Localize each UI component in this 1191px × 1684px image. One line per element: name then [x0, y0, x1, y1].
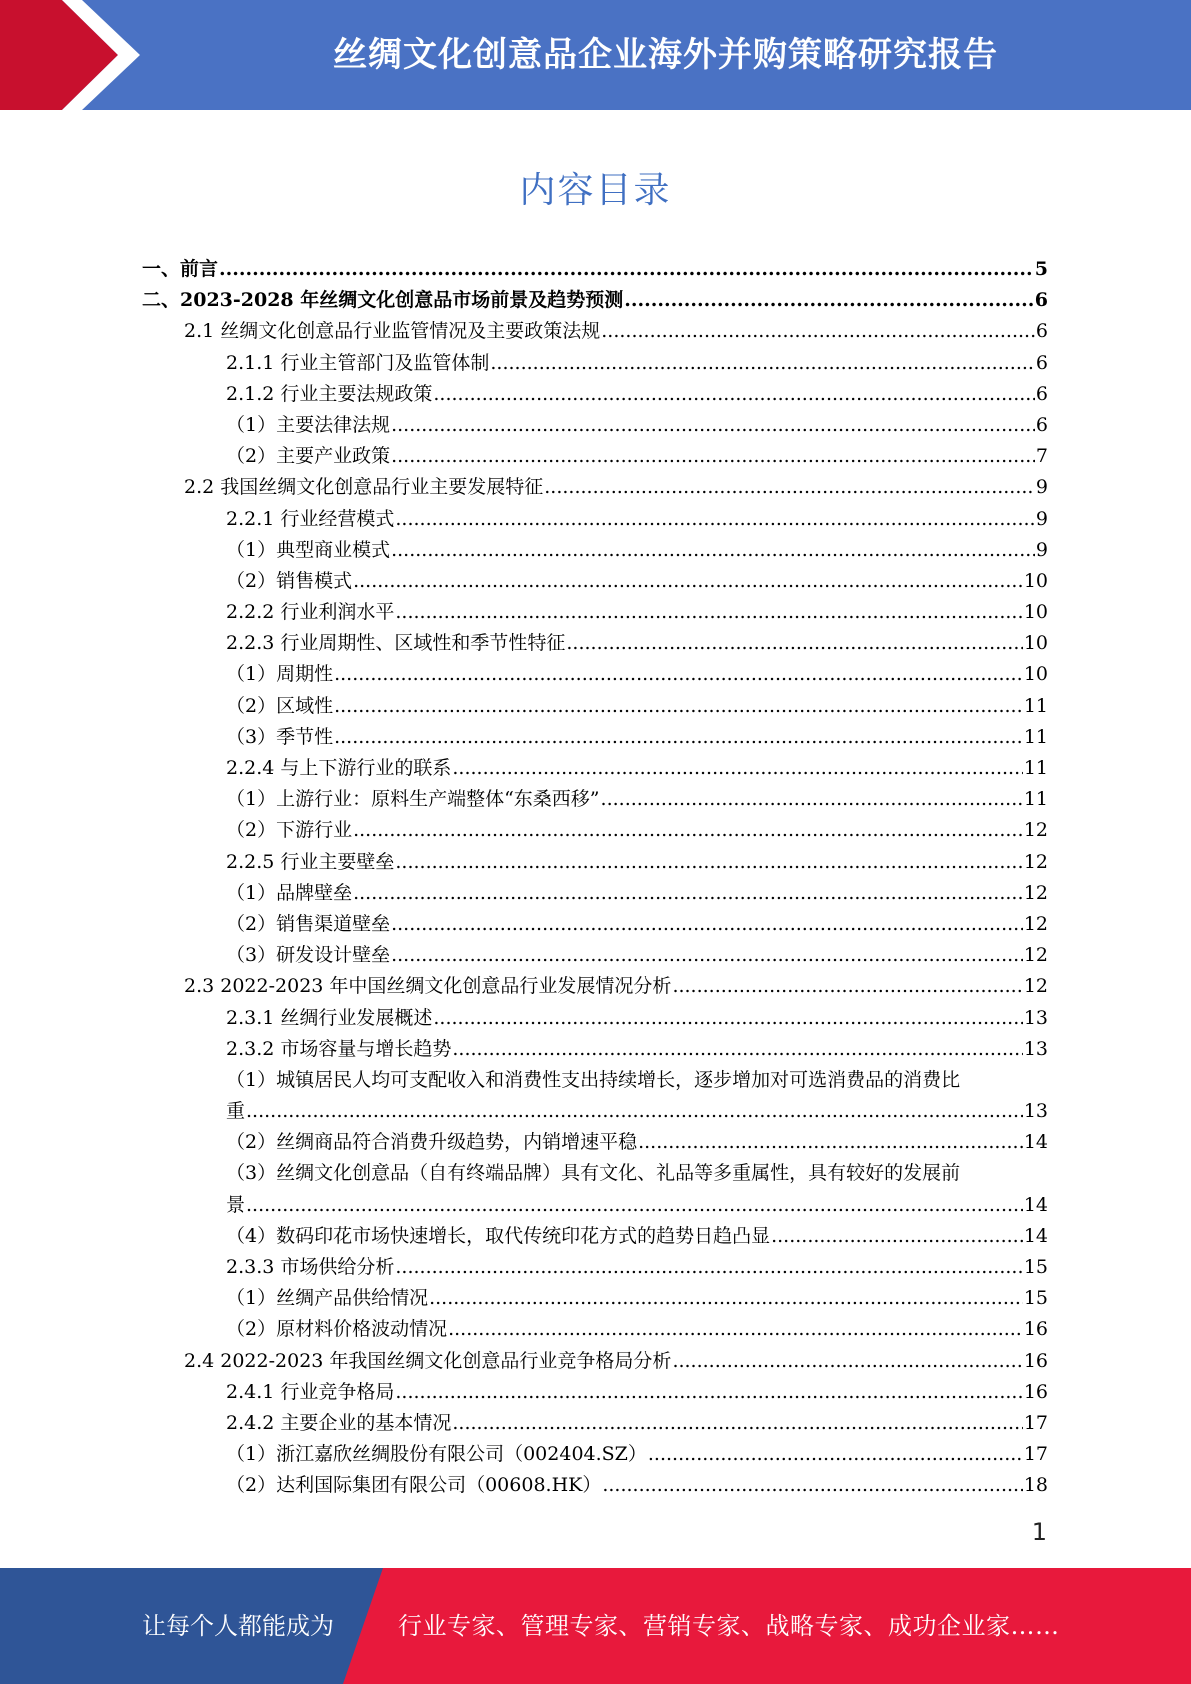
toc-page-number: 16 — [1023, 1380, 1048, 1403]
toc-entry-title: 2.3.2 市场容量与增长趋势 — [226, 1037, 452, 1060]
toc-dot-leader — [433, 379, 1035, 410]
toc-entry[interactable] — [142, 1439, 1048, 1470]
toc-heading: 内容目录 — [519, 170, 672, 211]
toc-page-number: 6 — [1035, 382, 1048, 405]
toc-page-number: 11 — [1023, 757, 1048, 779]
toc-page-number: 5 — [1034, 258, 1048, 280]
toc-page-number: 16 — [1023, 1318, 1048, 1341]
toc-page-number: 10 — [1023, 569, 1048, 592]
toc-dot-leader — [246, 1190, 1023, 1221]
toc-entry-title: （1）丝绸产品供给情况 — [226, 1287, 429, 1310]
toc-entry-title: （1）主要法律法规 — [226, 413, 391, 436]
report-header-banner — [0, 0, 1191, 110]
toc-dot-leader — [353, 566, 1023, 597]
toc-entry-title: 2.1.1 行业主管部门及监管体制 — [226, 351, 490, 374]
toc-dot-leader — [395, 597, 1022, 628]
toc-entry[interactable] — [142, 1221, 1048, 1252]
toc-entry[interactable] — [142, 784, 1048, 815]
toc-entry-title-continuation: 重 — [226, 1100, 246, 1123]
toc-dot-leader — [452, 1408, 1022, 1439]
toc-entry-title: 2.2.3 行业周期性、区域性和季节性特征 — [226, 632, 566, 655]
toc-dot-leader — [448, 1314, 1023, 1345]
toc-dot-leader — [246, 1096, 1023, 1127]
toc-page-number: 14 — [1023, 1193, 1048, 1216]
toc-dot-leader — [566, 628, 1022, 659]
toc-page-number: 14 — [1023, 1131, 1048, 1154]
toc-dot-leader — [544, 472, 1035, 503]
toc-entry-title: （1）城镇居民人均可支配收入和消费性支出持续增长，逐步增加对可选消费品的消费比 — [226, 1068, 961, 1091]
toc-entry-title: 2.1 丝绸文化创意品行业监管情况及主要政策法规 — [184, 320, 601, 343]
toc-entry[interactable] — [142, 1408, 1048, 1439]
toc-page-number: 12 — [1023, 975, 1048, 998]
toc-dot-leader — [429, 1283, 1023, 1314]
toc-entry[interactable] — [142, 753, 1048, 784]
toc-page-number: 17 — [1023, 1443, 1048, 1466]
toc-entry[interactable] — [142, 1252, 1048, 1283]
toc-dot-leader — [395, 1252, 1022, 1283]
toc-dot-leader — [219, 254, 1034, 285]
footer-slogan-right: 行业专家、管理专家、营销专家、战略专家、成功企业家…… — [398, 1612, 1060, 1640]
toc-dot-leader — [391, 410, 1035, 441]
toc-page-number: 13 — [1023, 1100, 1048, 1123]
toc-page-number: 12 — [1023, 944, 1048, 967]
toc-entry[interactable] — [142, 940, 1048, 971]
toc-dot-leader — [602, 1470, 1022, 1501]
toc-dot-leader — [353, 878, 1023, 909]
toc-entry[interactable] — [142, 316, 1048, 347]
red-chevron-icon — [0, 0, 160, 110]
toc-dot-leader — [490, 348, 1035, 379]
toc-entry-title: 2.4.2 主要企业的基本情况 — [226, 1411, 452, 1434]
report-title: 丝绸文化创意品企业海外并购策略研究报告 — [333, 35, 998, 75]
toc-entry-continuation[interactable] — [142, 1190, 1048, 1221]
toc-dot-leader — [672, 1346, 1022, 1377]
toc-dot-leader — [433, 1003, 1022, 1034]
toc-page-number: 10 — [1023, 601, 1048, 624]
toc-dot-leader — [353, 815, 1023, 846]
toc-entry-title: 2.4 2022-2023 年我国丝绸文化创意品行业竞争格局分析 — [184, 1349, 672, 1372]
toc-entry-title: （3）季节性 — [226, 725, 334, 748]
toc-entry-title: （3）研发设计壁垒 — [226, 944, 391, 967]
toc-page-number: 18 — [1023, 1474, 1048, 1497]
report-footer-banner — [0, 1568, 1191, 1684]
toc-entry-title: 2.1.2 行业主要法规政策 — [226, 382, 433, 405]
toc-entry[interactable] — [142, 1003, 1048, 1034]
toc-entry-title: （1）典型商业模式 — [226, 538, 391, 561]
toc-entry-title: （2）销售渠道壁垒 — [226, 912, 391, 935]
toc-entry[interactable] — [142, 1346, 1048, 1377]
toc-entry-title: （2）丝绸商品符合消费升级趋势，内销增速平稳 — [226, 1131, 638, 1154]
toc-dot-leader — [334, 691, 1023, 722]
toc-entry-title: （1）上游行业：原料生产端整体“东桑西移” — [226, 788, 600, 811]
toc-entry-title: 2.2.1 行业经营模式 — [226, 507, 395, 530]
toc-entry[interactable] — [142, 1065, 1048, 1096]
toc-entry[interactable] — [142, 1470, 1048, 1501]
toc-entry[interactable] — [142, 254, 1048, 285]
toc-entry-title: 2.2.5 行业主要壁垒 — [226, 850, 395, 873]
toc-page-number: 9 — [1035, 507, 1048, 530]
toc-page-number: 11 — [1023, 788, 1048, 811]
toc-page-number: 16 — [1023, 1349, 1048, 1372]
toc-entry[interactable] — [142, 1283, 1048, 1314]
toc-dot-leader — [648, 1439, 1023, 1470]
toc-page-number: 6 — [1034, 289, 1048, 312]
toc-entry-title: （4）数码印花市场快速增长，取代传统印花方式的趋势日趋凸显 — [226, 1224, 771, 1247]
toc-page-number: 6 — [1035, 320, 1048, 343]
toc-page-number: 6 — [1035, 413, 1048, 436]
toc-entry[interactable] — [142, 535, 1048, 566]
toc-dot-leader — [334, 659, 1023, 690]
toc-dot-leader — [601, 784, 1023, 815]
toc-dot-leader — [452, 753, 1022, 784]
toc-entry-title: （2）原材料价格波动情况 — [226, 1318, 448, 1341]
toc-entry-title: 2.3 2022-2023 年中国丝绸文化创意品行业发展情况分析 — [184, 975, 672, 998]
toc-page-number: 15 — [1023, 1256, 1048, 1278]
toc-page-number: 12 — [1023, 819, 1048, 842]
toc-dot-leader — [624, 285, 1034, 316]
toc-dot-leader — [391, 535, 1035, 566]
toc-page-number: 12 — [1023, 850, 1048, 873]
footer-slogan-left: 让每个人都能成为 — [142, 1612, 334, 1640]
toc-entry[interactable] — [142, 504, 1048, 535]
toc-entry[interactable] — [142, 1034, 1048, 1065]
toc-entry[interactable] — [142, 691, 1048, 722]
toc-page-number: 7 — [1035, 445, 1048, 468]
toc-page-number: 17 — [1023, 1411, 1048, 1434]
toc-entry-title: （1）品牌壁垒 — [226, 881, 353, 904]
toc-entry[interactable] — [142, 1377, 1048, 1408]
toc-entry[interactable] — [142, 566, 1048, 597]
toc-page-number: 9 — [1035, 538, 1048, 561]
toc-entry[interactable] — [142, 1127, 1048, 1158]
toc-dot-leader — [771, 1221, 1023, 1252]
toc-entry[interactable] — [142, 1314, 1048, 1345]
toc-entry-title: 2.2.2 行业利润水平 — [226, 601, 395, 624]
page-number: 1 — [1031, 1518, 1047, 1546]
toc-page-number: 14 — [1023, 1224, 1048, 1247]
toc-entry[interactable] — [142, 441, 1048, 472]
toc-page-number: 13 — [1023, 1037, 1048, 1060]
toc-page-number: 12 — [1023, 881, 1048, 904]
toc-entry[interactable] — [142, 815, 1048, 846]
toc-dot-leader — [638, 1127, 1023, 1158]
toc-dot-leader — [391, 940, 1023, 971]
toc-entry-title: （2）销售模式 — [226, 569, 353, 592]
toc-entry-title: 一、前言 — [142, 258, 219, 280]
toc-entry[interactable] — [142, 628, 1048, 659]
toc-entry[interactable] — [142, 597, 1048, 628]
toc-entry-title: （1）浙江嘉欣丝绸股份有限公司（002404.SZ） — [226, 1443, 647, 1466]
toc-entry[interactable] — [142, 410, 1048, 441]
toc-entry-title: （3）丝绸文化创意品（自有终端品牌）具有文化、礼品等多重属性，具有较好的发展前 — [226, 1162, 961, 1185]
toc-entry-title: （1）周期性 — [226, 663, 334, 686]
toc-entry[interactable] — [142, 379, 1048, 410]
toc-page-number: 10 — [1023, 663, 1048, 686]
toc-page-number: 6 — [1035, 351, 1048, 374]
toc-entry-title: （2）主要产业政策 — [226, 445, 391, 468]
toc-dot-leader — [395, 847, 1022, 878]
toc-entry[interactable] — [142, 971, 1048, 1002]
toc-page-number: 9 — [1035, 476, 1048, 499]
toc-dot-leader — [395, 1377, 1022, 1408]
table-of-contents — [142, 254, 1048, 1502]
toc-page-number: 13 — [1023, 1006, 1048, 1029]
toc-page-number: 11 — [1023, 725, 1048, 748]
toc-entry[interactable] — [142, 348, 1048, 379]
toc-entry-title: （2）区域性 — [226, 694, 334, 717]
toc-page-number: 12 — [1023, 912, 1048, 935]
toc-entry-title: 2.4.1 行业竞争格局 — [226, 1380, 395, 1403]
toc-entry[interactable] — [142, 472, 1048, 503]
toc-entry-title: （2）下游行业 — [226, 819, 353, 842]
toc-entry[interactable] — [142, 722, 1048, 753]
toc-page-number: 11 — [1023, 694, 1048, 717]
toc-entry-title: 2.3.3 市场供给分析 — [226, 1256, 395, 1278]
toc-entry-title: 2.3.1 丝绸行业发展概述 — [226, 1006, 433, 1029]
toc-dot-leader — [334, 722, 1023, 753]
toc-entry[interactable] — [142, 1158, 1048, 1189]
toc-entry[interactable] — [142, 659, 1048, 690]
toc-entry[interactable] — [142, 285, 1048, 316]
toc-entry[interactable] — [142, 847, 1048, 878]
toc-page-number: 15 — [1023, 1287, 1048, 1310]
toc-entry-title: 二、2023-2028 年丝绸文化创意品市场前景及趋势预测 — [142, 289, 624, 312]
toc-entry[interactable] — [142, 878, 1048, 909]
toc-entry-title: （2）达利国际集团有限公司（00608.HK） — [226, 1474, 602, 1497]
toc-dot-leader — [391, 441, 1035, 472]
toc-entry-title: 2.2 我国丝绸文化创意品行业主要发展特征 — [184, 476, 544, 499]
toc-entry[interactable] — [142, 909, 1048, 940]
toc-entry-continuation[interactable] — [142, 1096, 1048, 1127]
toc-dot-leader — [452, 1034, 1022, 1065]
toc-dot-leader — [391, 909, 1023, 940]
toc-dot-leader — [395, 504, 1035, 535]
toc-dot-leader — [601, 316, 1035, 347]
toc-page-number: 10 — [1023, 632, 1048, 655]
toc-dot-leader — [672, 971, 1022, 1002]
toc-entry-title-continuation: 景 — [226, 1193, 246, 1216]
toc-entry-title: 2.2.4 与上下游行业的联系 — [226, 757, 452, 779]
